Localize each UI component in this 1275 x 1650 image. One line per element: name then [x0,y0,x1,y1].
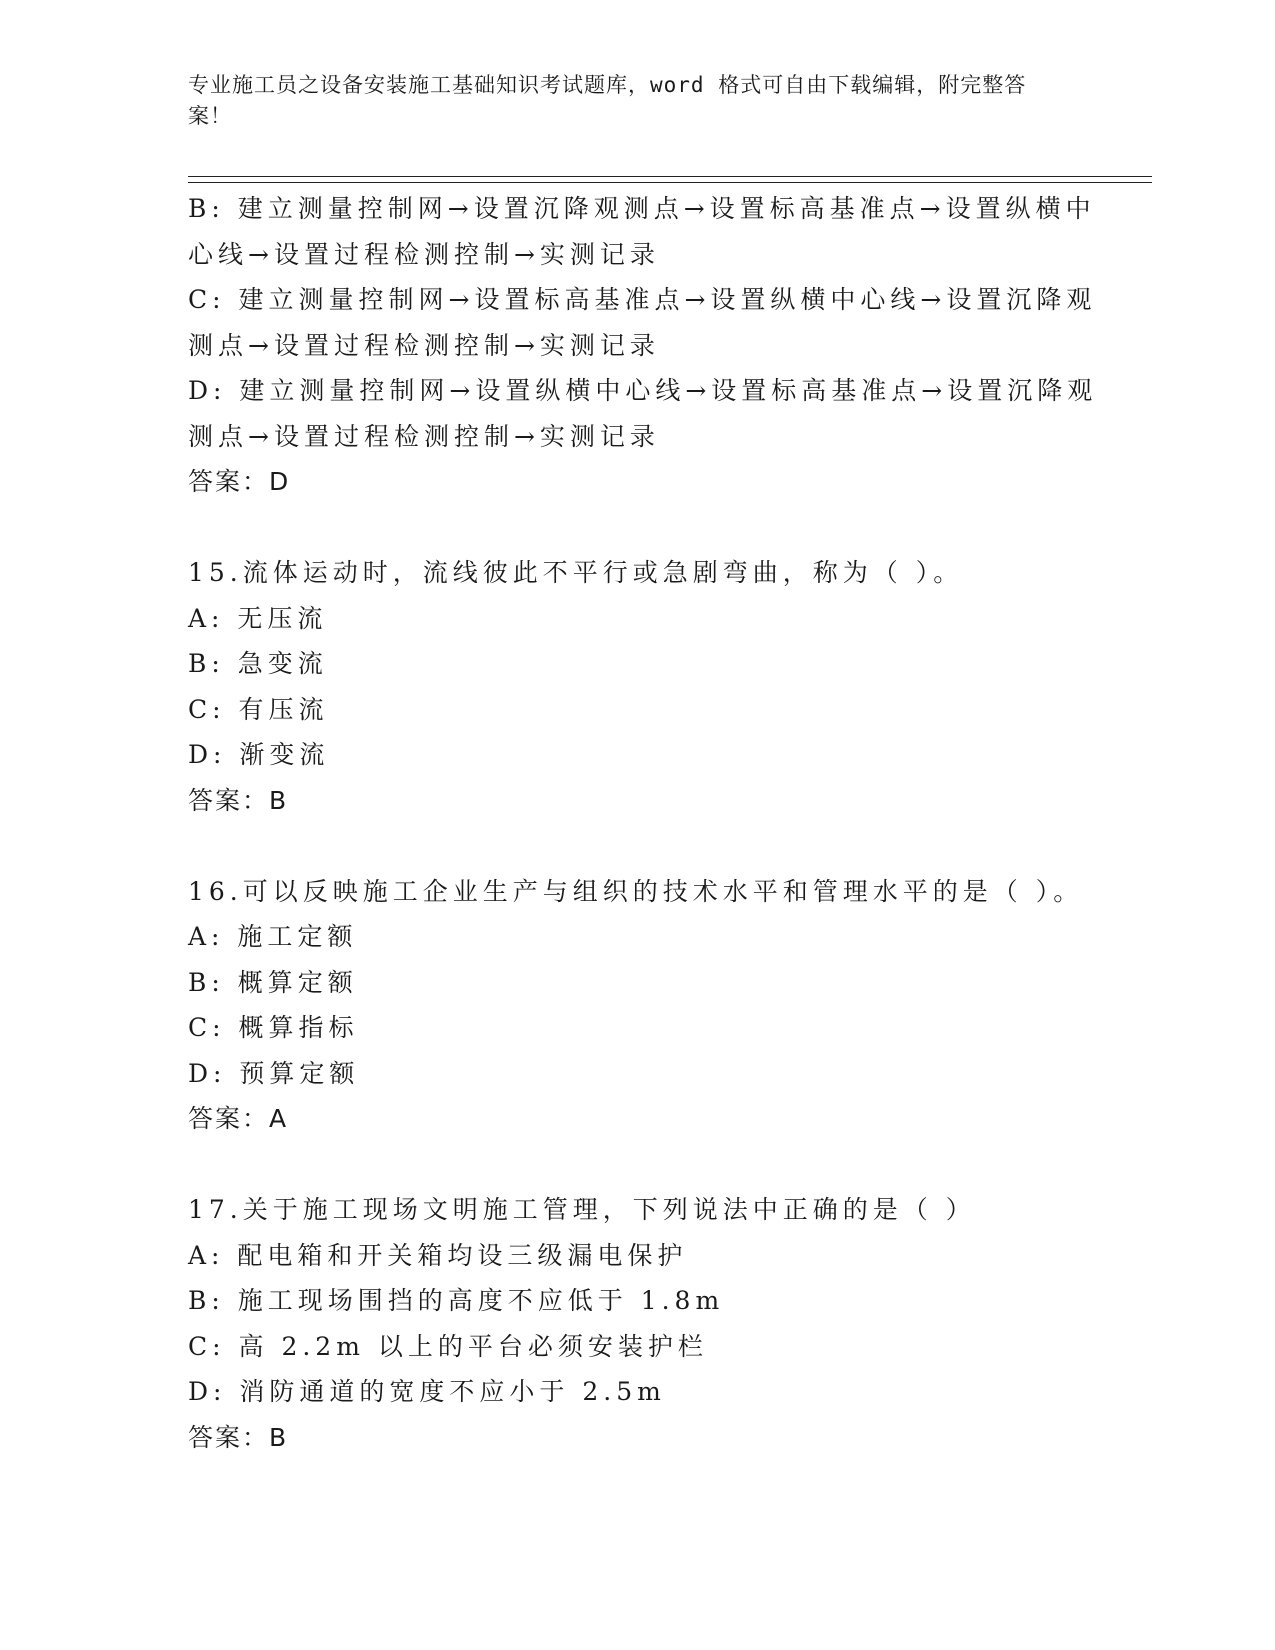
answer: 答案：D [188,467,291,496]
header-divider-top [188,176,1152,177]
option-b: B: 概算定额 [188,967,358,997]
answer: 答案：B [188,785,289,815]
question-16 [188,869,1088,1142]
option-b-line-2: 心线→设置过程检测控制→实测记录 [188,239,660,269]
question-stem: 15.流体运动时，流线彼此不平行或急剧弯曲，称为（ ）。 [188,558,964,587]
option-c: C: 高 2.2m 以上的平台必须安装护栏 [188,1331,708,1361]
answer: 答案：B [188,1422,289,1452]
question-14-tail [188,186,1098,505]
question-stem: 16.可以反映施工企业生产与组织的技术水平和管理水平的是（ ）。 [188,876,1084,906]
question-stem: 17.关于施工现场文明施工管理，下列说法中正确的是（ ） [188,1195,976,1224]
option-a: A: 配电箱和开关箱均设三级漏电保护 [188,1240,688,1270]
answer: 答案：A [188,1104,289,1133]
header-title: 专业施工员之设备安装施工基础知识考试题库，word 格式可自由下载编辑，附完整答案！ [188,73,1027,128]
option-d-line-1: D: 建立测量控制网→设置纵横中心线→设置标高基准点→设置沉降观 [188,376,1098,405]
option-a: A: 无压流 [188,603,328,633]
option-d: D: 渐变流 [188,740,330,769]
question-17 [188,1187,1088,1460]
question-15 [188,550,1088,823]
option-c: C: 有压流 [188,694,329,724]
option-c: C: 概算指标 [188,1013,359,1042]
page-header [188,70,1068,132]
option-c-line-1: C: 建立测量控制网→设置标高基准点→设置纵横中心线→设置沉降观 [188,285,1097,314]
header-divider-bottom [188,182,1152,183]
option-d-line-2: 测点→设置过程检测控制→实测记录 [188,421,660,451]
option-b: B: 施工现场围挡的高度不应低于 1.8m [188,1286,725,1315]
option-a: A: 施工定额 [188,922,358,951]
option-b-line-1: B: 建立测量控制网→设置沉降观测点→设置标高基准点→设置纵横中 [188,194,1096,223]
option-c-line-2: 测点→设置过程检测控制→实测记录 [188,330,660,360]
option-b: B: 急变流 [188,649,328,678]
option-d: D: 消防通道的宽度不应小于 2.5m [188,1377,666,1406]
question-content [188,186,1098,1460]
option-d: D: 预算定额 [188,1058,360,1088]
